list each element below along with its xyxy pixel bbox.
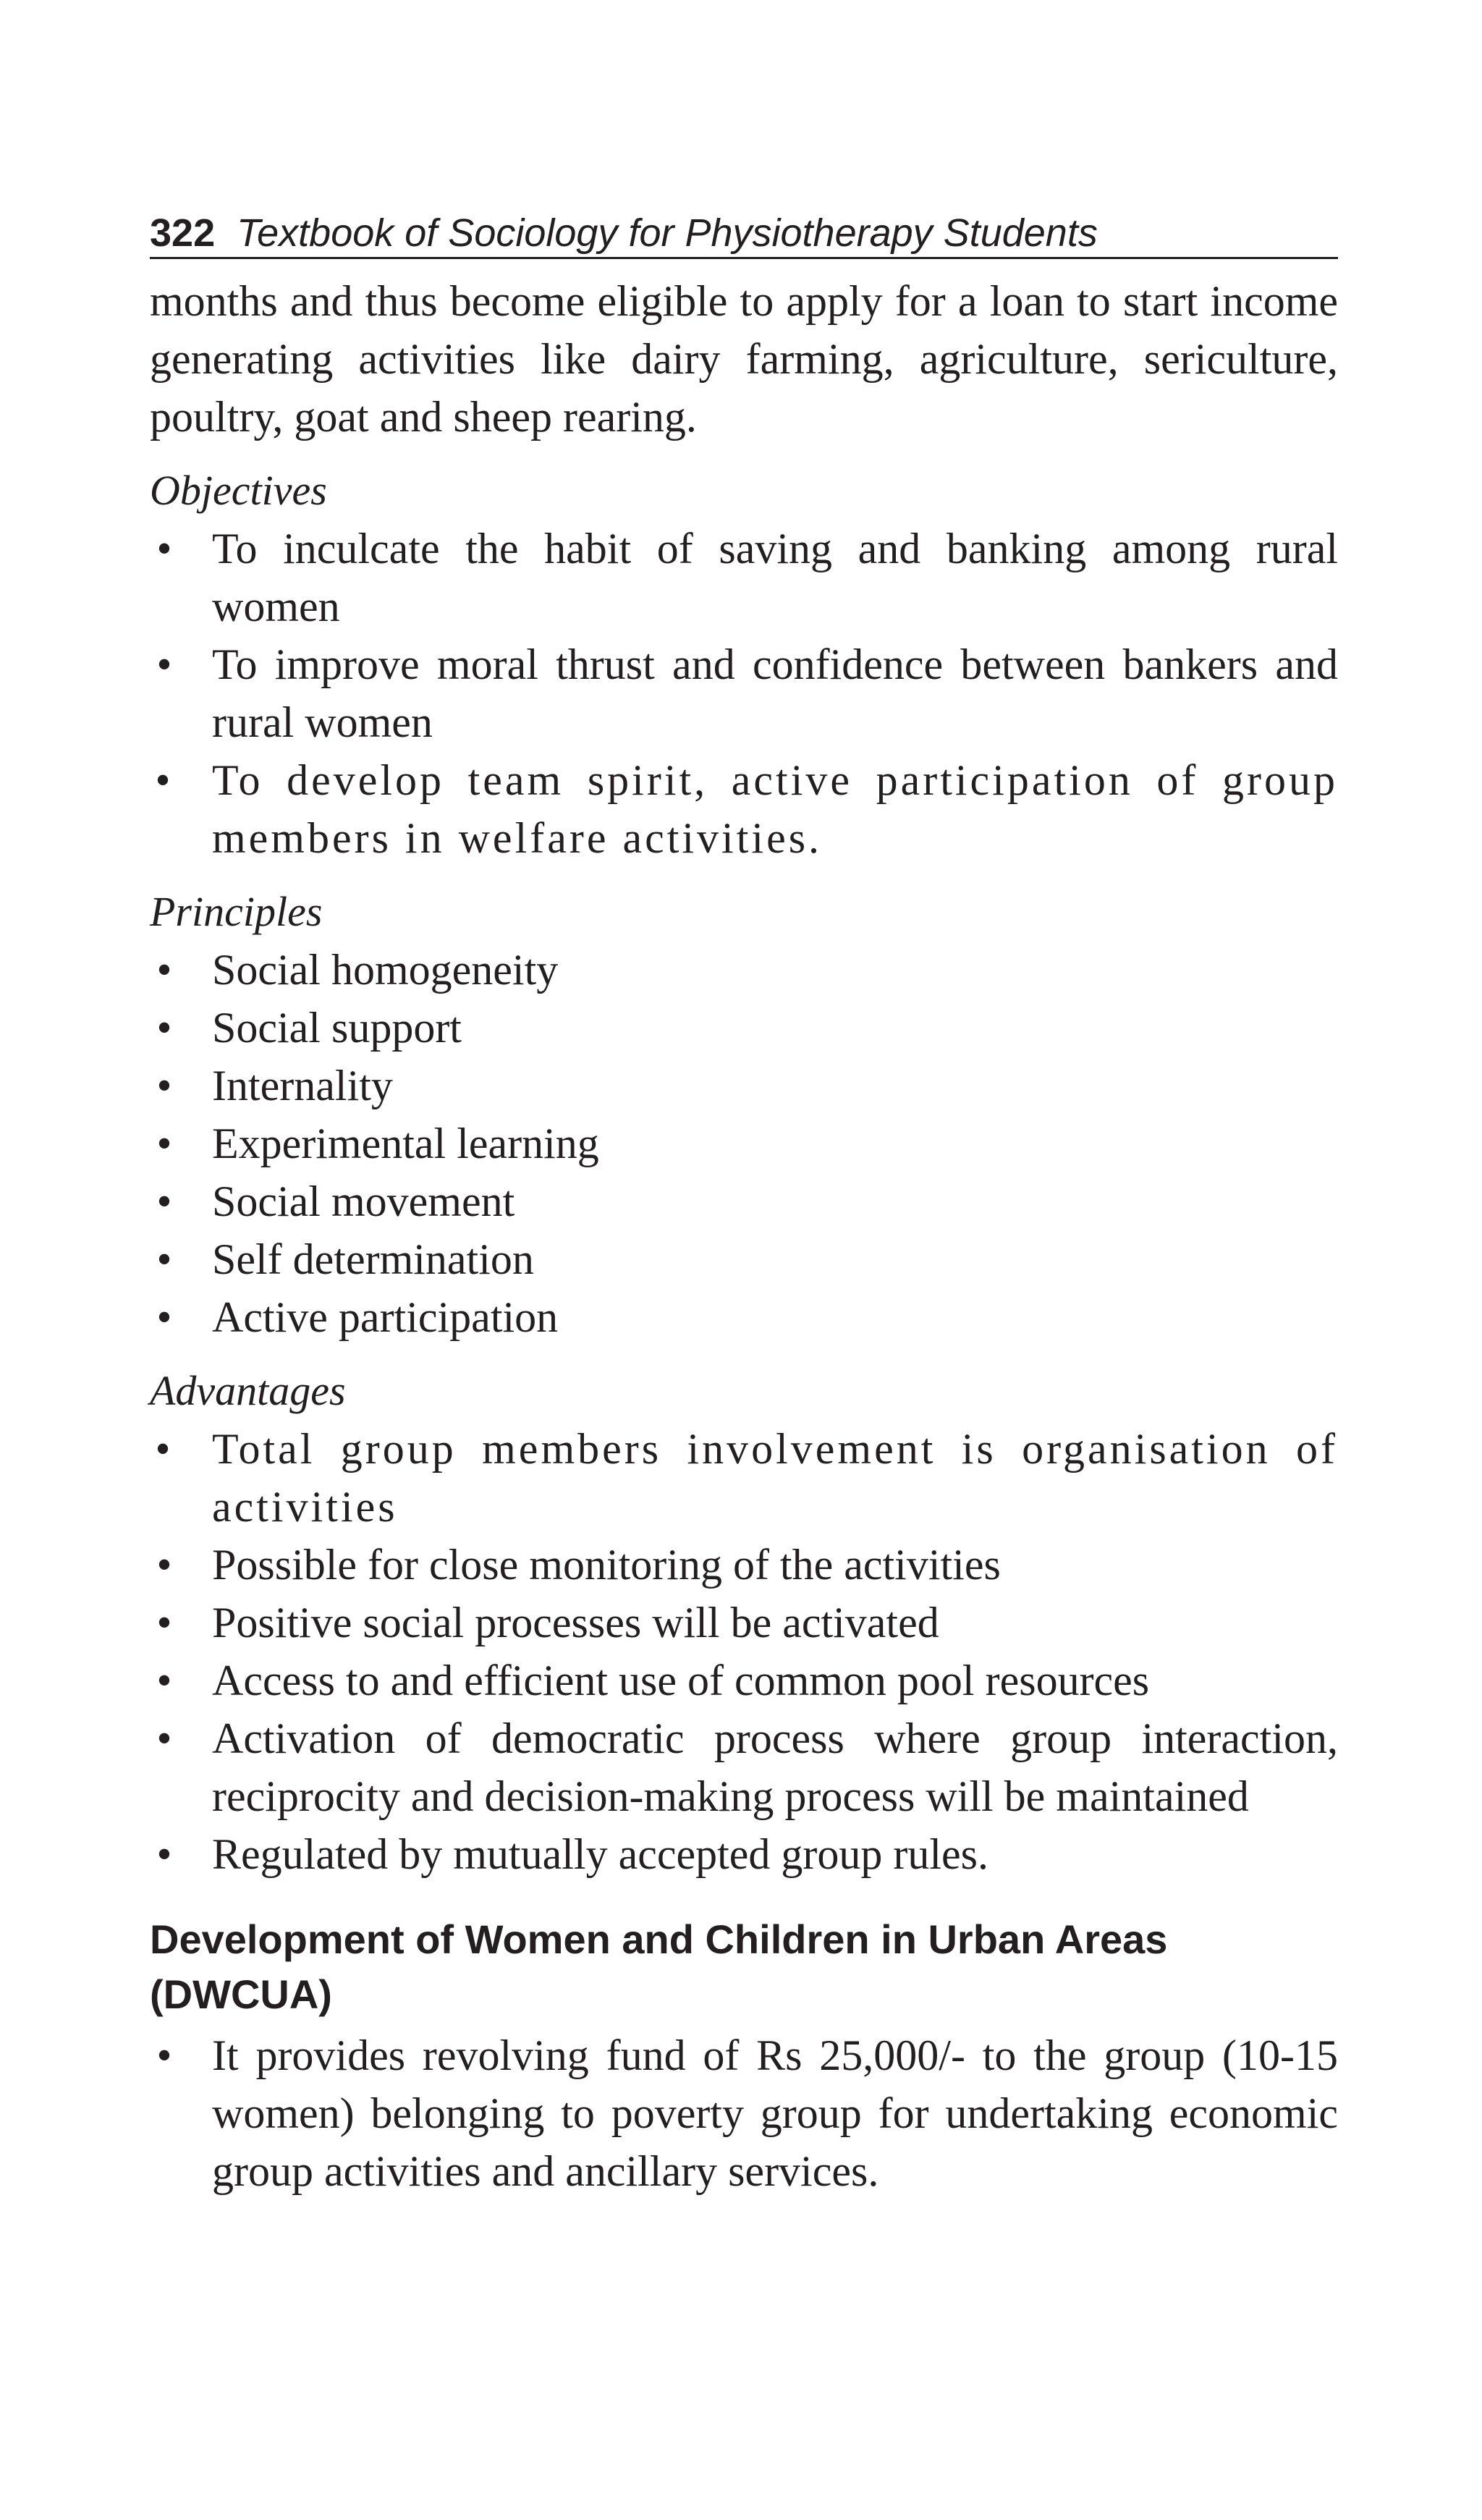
list-item-text: Regulated by mutually accepted group rules. xyxy=(212,1830,988,1878)
bullet-icon: • xyxy=(156,1830,172,1878)
bullet-icon: • xyxy=(156,1177,172,1225)
list-item-text: Access to and efficient use of common pool resources xyxy=(212,1657,1150,1704)
bullet-icon: • xyxy=(156,525,172,572)
list-item xyxy=(150,1652,1338,1709)
list-item-text: It provides revolving fund of Rs 25,000/- to the group (10-15 women) belonging to poverty group for undertaking economic group activities and ancillary services. xyxy=(212,2031,1338,2195)
list-item xyxy=(150,1709,1338,1825)
list-item xyxy=(150,1230,1338,1288)
bullet-icon: • xyxy=(156,2031,172,2079)
list-item xyxy=(150,1288,1338,1346)
objectives-list xyxy=(150,520,1338,867)
bullet-icon: • xyxy=(156,640,172,688)
list-item-text: To inculcate the habit of saving and banking among rural women xyxy=(212,525,1338,630)
dwcua-list xyxy=(150,2026,1338,2200)
bullet-icon: • xyxy=(156,946,172,994)
list-item xyxy=(150,1115,1338,1172)
list-item-text: Experimental learning xyxy=(212,1120,599,1167)
dwcua-heading: Development of Women and Children in Urban Areas (DWCUA) xyxy=(150,1916,1168,2017)
bullet-icon: • xyxy=(155,1425,174,1473)
list-item xyxy=(150,635,1338,751)
intro-paragraph: months and thus become eligible to apply for a loan to start income generating activities like dairy farming, agriculture, sericulture, poultry, goat and sheep rearing. xyxy=(150,277,1338,441)
list-item xyxy=(150,1825,1338,1883)
advantages-heading: Advantages xyxy=(150,1367,346,1414)
bullet-icon: • xyxy=(155,756,174,804)
list-item-text: Internality xyxy=(212,1062,393,1109)
bullet-icon: • xyxy=(156,1541,172,1589)
list-item xyxy=(150,1420,1338,1536)
book-title: Textbook of Sociology for Physiotherapy Students xyxy=(237,211,1098,255)
objectives-heading: Objectives xyxy=(150,467,327,514)
bullet-icon: • xyxy=(156,1120,172,1167)
list-item-text: Possible for close monitoring of the activities xyxy=(212,1541,1001,1589)
list-item xyxy=(150,520,1338,635)
advantages-list xyxy=(150,1420,1338,1883)
page-body xyxy=(150,272,1338,2200)
bullet-icon: • xyxy=(156,1004,172,1052)
list-item-text: To improve moral thrust and confidence between bankers and rural women xyxy=(212,640,1338,746)
list-item xyxy=(150,1057,1338,1115)
bullet-icon: • xyxy=(156,1657,172,1704)
bullet-icon: • xyxy=(156,1293,172,1341)
list-item xyxy=(150,1594,1338,1652)
page-number: 322 xyxy=(150,211,216,255)
list-item-text: Positive social processes will be activated xyxy=(212,1599,939,1646)
list-item-text: To develop team spirit, active participation of group members in welfare activities. xyxy=(212,756,1338,862)
list-item xyxy=(150,2026,1338,2200)
list-item xyxy=(150,751,1338,867)
list-item xyxy=(150,1172,1338,1230)
list-item-text: Active participation xyxy=(212,1293,559,1341)
list-item xyxy=(150,941,1338,999)
bullet-icon: • xyxy=(156,1714,172,1762)
list-item-text: Total group members involvement is organisation of activities xyxy=(212,1425,1338,1531)
bullet-icon: • xyxy=(156,1062,172,1109)
list-item-text: Social support xyxy=(212,1004,462,1052)
list-item-text: Social homogeneity xyxy=(212,946,559,994)
list-item-text: Activation of democratic process where group interaction, reciprocity and decision-making process will be maintained xyxy=(212,1714,1338,1820)
bullet-icon: • xyxy=(156,1599,172,1646)
book-page xyxy=(150,211,1338,2200)
list-item-text: Self determination xyxy=(212,1235,534,1283)
bullet-icon: • xyxy=(156,1235,172,1283)
list-item xyxy=(150,999,1338,1057)
principles-list xyxy=(150,941,1338,1346)
running-header xyxy=(150,211,1338,259)
principles-heading: Principles xyxy=(150,888,323,935)
list-item xyxy=(150,1536,1338,1594)
list-item-text: Social movement xyxy=(212,1177,515,1225)
